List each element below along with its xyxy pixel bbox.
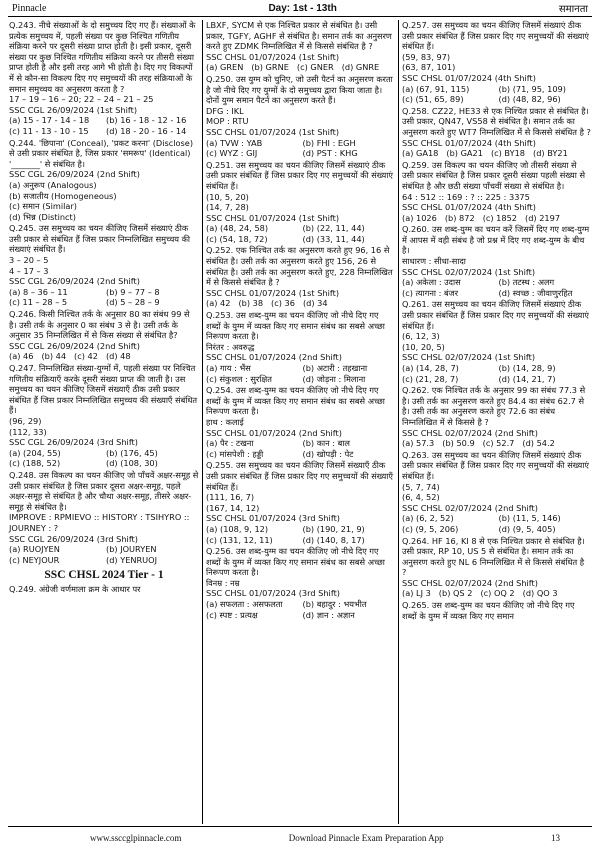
exam-meta: SSC CHSL 01/07/2024 (1st Shift): [206, 287, 340, 298]
option-d: (d) 2197: [525, 212, 561, 223]
question-248: [9, 470, 199, 565]
question-243: [9, 20, 199, 137]
option-b: (b) (11, 5, 146): [498, 513, 561, 524]
column-2: [202, 20, 398, 824]
exam-meta: SSC CHSL 01/07/2024 (2nd Shift): [206, 352, 342, 363]
options: [9, 351, 199, 362]
option-a: (a) (6, 2, 52): [402, 513, 454, 524]
question-260: [402, 224, 591, 298]
option-c: (c) त्यागना : बंजर: [402, 287, 459, 298]
option-b: (b) FHI : EGH: [302, 137, 356, 148]
question-line: हाथ : कलाई: [206, 416, 244, 427]
option-c: (c) 36: [271, 298, 295, 309]
question-text: Q.249. अंग्रेजी वर्णमाला क्रम के आधार पर: [9, 584, 141, 595]
exam-meta: SSC CHSL 01/07/2024 (3rd Shift): [206, 588, 340, 599]
question-line: (6, 12, 3): [402, 331, 440, 342]
option-c: (c) (51, 65, 89): [402, 94, 464, 105]
options: [206, 524, 395, 545]
option-d: (d) (140, 8, 17): [302, 534, 365, 545]
option-d: (d) 34: [302, 298, 328, 309]
option-c: (c) 11 – 28 – 5: [9, 297, 68, 308]
question-text: Q.260. उस शब्द-युग्म का चयन करें जिसमें दिए गए शब्द-युग्म में आपस में वही संबंध है जो प्रश्न में दिए गए शब्द-युग्म के बीच है।: [402, 224, 590, 256]
question-line: 4 – 17 – 3: [9, 265, 49, 276]
option-d: (d) 54.2: [522, 438, 555, 449]
question-253: [206, 310, 395, 384]
content-columns: [6, 20, 594, 824]
exam-meta: SSC CHSL 01/07/2024 (4th Shift): [402, 72, 536, 83]
options: [9, 448, 199, 469]
option-a: (a) GA18: [402, 148, 439, 159]
option-b: (b) अटारी : तहखाना: [302, 363, 368, 373]
option-c: (c) WYZ : GIJ: [206, 148, 258, 159]
option-d: (d) (48, 82, 96): [498, 94, 561, 105]
question-line: (112, 33): [9, 426, 47, 437]
question-258: [402, 106, 591, 159]
options: [9, 115, 199, 136]
option-b: (b) (14, 28, 9): [498, 363, 556, 373]
option-a: (a) 42: [206, 298, 231, 309]
question-text: Q.257. उस समुच्चय का चयन कीजिए जिसमें संख्याएं ठीक उसी प्रकार संबंधित हैं जिस प्रकार दिए गए समुच्चयों की संख्याएं संबंधित हैं।: [402, 20, 589, 52]
option-a: (a) RUOJYEN: [9, 544, 60, 555]
question-250: [206, 74, 395, 159]
option-b: (b) बहादुर : भयभीत: [302, 599, 367, 610]
options: [402, 588, 591, 599]
option-b: (b) (176, 45): [106, 447, 158, 458]
option-b: (b) (71, 95, 109): [498, 83, 566, 94]
option-c: (c) 1852: [482, 212, 518, 223]
options: [206, 62, 395, 73]
option-d: (d) खोपड़ी : पेट: [302, 448, 354, 459]
option-c: (c) (9, 5, 206): [402, 523, 459, 534]
option-c: (c) GNER: [296, 62, 334, 73]
question-text: Q.244. 'छिपाना' (Conceal), 'प्रकट करना' (Disclose) से उसी प्रकार संबंधित है, जिस प्रकार 'समरूप' (Identical) '_______' से संबंधित है।: [9, 137, 194, 169]
exam-meta: SSC CHSL 01/07/2024 (4th Shift): [402, 137, 536, 148]
options: [206, 599, 395, 620]
options: [9, 544, 199, 565]
options: [206, 363, 395, 384]
question-261: [402, 299, 591, 384]
question-text: Q.256. उस शब्द-युग्म का चयन कीजिए जो नीचे दिए गए शब्दों के युग्म में व्यक्त किए गए समान संबंध का सबसे अच्छा निरूपण करता है।: [206, 546, 385, 578]
options: [402, 363, 591, 384]
question-text: Q.265. उस शब्द-युग्म का चयन कीजिए जो नीचे दिए गए शब्दों के युग्म में व्यक्त किए गए समान: [402, 600, 575, 621]
option-a: (a) (204, 55): [9, 447, 61, 458]
question-255: [206, 460, 395, 545]
options: [206, 438, 395, 459]
option-c: (c) स्पष्ट : प्रत्यक्ष: [206, 609, 258, 620]
option-d: (d) 18 - 20 - 16 - 14: [106, 125, 187, 136]
option-c: (c) (21, 28, 7): [402, 373, 459, 384]
question-text: Q.245. उस समुच्चय का चयन कीजिए जिसमें संख्याएं ठीक उसी प्रकार से संबंधित हैं जिस प्रकार निम्नलिखित समुच्चय की संख्याएं संबंधित हैं।: [9, 223, 191, 255]
question-line: (96, 29): [9, 415, 42, 426]
question-251: [206, 160, 395, 245]
option-c: (c) 11 - 13 - 10 - 15: [9, 125, 89, 136]
question-line: (59, 83, 97): [402, 51, 451, 62]
options: [402, 438, 591, 449]
options: [402, 84, 591, 105]
option-b: (b) तटस्थ : अलग: [498, 277, 555, 288]
option-c: (c) NEYJOUR: [9, 554, 60, 565]
exam-meta: SSC CHSL 01/07/2024 (1st Shift): [206, 212, 340, 223]
header-brand: Pinnacle: [12, 2, 47, 14]
option-c: (c) OQ 2: [480, 588, 515, 599]
question-line: साधारण : सीधा-सादा: [402, 256, 466, 267]
question-text: Q.255. उस समुच्चय का चयन कीजिए जिसमें संख्याएँ ठीक उसी प्रकार संबंधित हैं जिस प्रकार दिए गए समुच्चयों की संख्याएँ संबंधित हैं।: [206, 460, 393, 492]
option-b: (b) सजातीय (Homogeneous): [9, 190, 117, 201]
options: [206, 298, 395, 309]
exam-meta: SSC CHSL 01/07/2024 (1st Shift): [206, 51, 340, 62]
option-b: (b) (22, 11, 44): [302, 223, 365, 234]
exam-meta: SSC CHSL 02/07/2024 (2nd Shift): [402, 427, 538, 438]
question-text: Q.252. एक निश्चित तर्क का अनुसरण करते हुए 96, 16 से संबंधित है। उसी तर्क का अनुसरण करते हुए 156, 26 से संबंधित है। उसी तर्क का अनुसरण करते हुए, 228 निम्नलिखित में से किससे संबंधित है ?: [206, 245, 393, 288]
options: [402, 513, 591, 534]
question-line: IMPROVE : RPMIEVO :: HISTORY : TSIHYRO :: JOURNEY : ?: [9, 512, 193, 533]
page-header: [0, 0, 600, 16]
question-text: Q.248. उस विकल्प का चयन कीजिए जो पाँचवें अक्षर-समूह से उसी प्रकार संबंधित है जिस प्रकार दूसरा अक्षर-समूह, पहले अक्षर-समूह से संबंधित है और चौथा अक्षर-समूह, तीसरे अक्षर-समूह से संबंधित है।: [9, 469, 199, 512]
options: [206, 138, 395, 159]
footer-app-promo: Download Pinnacle Exam Preparation App: [288, 833, 444, 843]
exam-meta: SSC CHSL 01/07/2024 (3rd Shift): [206, 513, 340, 524]
option-d: (d) QO 3: [522, 588, 558, 599]
exam-meta: SSC CGL 26/09/2024 (2nd Shift): [9, 169, 140, 180]
option-c: (c) मांसपेशी : हड्डी: [206, 448, 264, 459]
question-text: Q.250. उस युग्म को चुनिए, जो उसी पैटर्न का अनुसरण करता है जो नीचे दिए गए युग्मों के दो समुच्चय द्वारा किया जाता है। दोनों युग्म समान पैटर्न का अनुसरण करते हैं।: [206, 73, 393, 106]
question-text: Q.246. किसी निश्चित तर्क के अनुसार 80 का संबंध 99 से है। उसी तर्क के अनुसार 0 का संबंध 3 से है। उसी तर्क के अनुसार 35 निम्नलिखित में से किस संख्या से संबंधित है?: [9, 309, 190, 341]
exam-meta: SSC CHSL 01/07/2024 (1st Shift): [206, 126, 340, 137]
option-a: (a) LJ 3: [402, 588, 431, 599]
page-footer: [0, 828, 600, 848]
option-d: (d) स्वच्छ : जीवाणुरहित: [498, 287, 573, 298]
options: [402, 213, 591, 224]
option-b: (b) (190, 21, 9): [302, 523, 365, 534]
exam-meta: SSC CHSL 01/07/2024 (2nd Shift): [206, 427, 342, 438]
question-line: 3 – 20 – 5: [9, 255, 49, 266]
question-265: [402, 600, 591, 621]
exam-meta: SSC CHSL 02/07/2024 (2nd Shift): [402, 502, 538, 513]
option-b: (b) QS 2: [438, 588, 473, 599]
option-b: (b) GA21: [446, 148, 483, 159]
options: [402, 148, 591, 159]
option-d: (d) भिन्न (Distinct): [9, 211, 76, 222]
question-256: [206, 546, 395, 620]
option-a: (a) GREN: [206, 62, 244, 73]
option-d: (d) जोड़ना : मिलाना: [302, 373, 366, 384]
option-a: (a) 46: [9, 351, 34, 362]
option-a: (a) 1026: [402, 212, 437, 223]
footer-website-link[interactable]: www.ssccglpinnacle.com: [90, 833, 182, 843]
option-b: (b) 44: [41, 351, 67, 362]
header-divider: [8, 16, 592, 17]
section-title: SSC CHSL 2024 Tier - 1: [44, 569, 164, 582]
option-c: (c) 42: [74, 351, 98, 362]
option-a: (a) अकेला : उदास: [402, 277, 461, 288]
question-262: [402, 385, 591, 449]
question-245: [9, 223, 199, 308]
question-257: [402, 20, 591, 105]
option-b: (b) 16 - 18 - 12 - 16: [106, 115, 187, 126]
question-263: [402, 450, 591, 535]
option-a: (a) सफलता : असफलता: [206, 599, 283, 610]
question-line: 64 : 512 :: 169 : ? :: 225 : 3375: [402, 191, 530, 202]
question-line: (5, 7, 74): [402, 481, 440, 492]
exam-meta: SSC CHSL 02/07/2024 (2nd Shift): [402, 577, 538, 588]
question-247: [9, 363, 199, 469]
option-c: (c) समान (Similar): [9, 201, 77, 212]
question-line: MOP : RTU: [206, 116, 249, 127]
question-text: Q.243. नीचे संख्याओं के दो समुच्चय दिए गए हैं। संख्याओं के प्रत्येक समुच्चय में, पहली संख्या पर कुछ निश्चित गणितीय संक्रिया करने पर दूसरी संख्या प्राप्त होती है। इसी प्रकार, दूसरी संख्या पर कुछ निश्चित गणितीय संक्रिया करने पर तीसरी संख्या प्राप्त होती है और इसी तरह आगे भी होती है। दिए गए विकल्पों में से कौन-सा विकल्प दिए गए समुच्चयों की तरह संक्रियाओं के समान समुच्चय का अनुसरण करता है ?: [9, 20, 196, 94]
column-3: [398, 20, 594, 824]
option-c: (c) (188, 52): [9, 458, 61, 469]
question-line: (111, 16, 7): [206, 492, 255, 503]
question-line: (167, 14, 12): [206, 502, 260, 513]
question-244: [9, 138, 199, 223]
option-b: (b) JOURYEN: [106, 544, 157, 555]
option-a: (a) TVW : YAB: [206, 137, 263, 148]
options: [9, 287, 199, 308]
option-c: (c) (131, 12, 11): [206, 534, 273, 545]
options: [206, 223, 395, 244]
exam-meta: SSC CGL 26/09/2024 (2nd Shift): [9, 340, 140, 351]
footer-divider: [8, 826, 592, 827]
exam-meta: SSC CGL 26/09/2024 (3rd Shift): [9, 437, 138, 448]
option-d: (d) (14, 21, 7): [498, 373, 556, 384]
question-text: Q.254. उस शब्द-युग्म का चयन कीजिए जो नीचे दिए गए शब्दों के युग्म में व्यक्त किए गए समान संबंध का सबसे अच्छा निरूपण करता है।: [206, 385, 385, 417]
exam-meta: SSC CGL 26/09/2024 (1st Shift): [9, 104, 138, 115]
option-b: (b) 9 – 77 – 8: [106, 286, 160, 297]
exam-meta: SSC CHSL 02/07/2024 (1st Shift): [402, 266, 536, 277]
question-249-continued: [206, 20, 395, 73]
option-b: (b) GRNE: [251, 62, 289, 73]
option-c: (c) संकुशल : सुरक्षित: [206, 373, 272, 384]
header-topic: समानता: [558, 4, 588, 15]
option-d: (d) BY21: [533, 148, 568, 159]
option-b: (b) 872: [444, 212, 475, 223]
option-a: (a) अनुरूप (Analogous): [9, 179, 97, 190]
question-text: Q.262. एक निश्चित तर्क के अनुसार 99 का संबंध 77.3 से है। उसी तर्क का अनुसरण करते हुए 84.4 का संबंध 62.7 से है। उसी तर्क का अनुसरण करते हुए 72.6 का संबंध निम्नलिखित में से किससे है ?: [402, 385, 586, 427]
question-text: Q.251. उस समुच्चय का चयन कीजिए जिसमें संख्याएं ठीक उसी प्रकार संबंधित हैं जिस प्रकार दिए गए समुच्चयों की संख्याएं संबंधित हैं।: [206, 159, 393, 191]
exam-meta: SSC CGL 26/09/2024 (3rd Shift): [9, 533, 138, 544]
option-a: (a) 57.3: [402, 438, 435, 449]
question-text: Q.258. CZ22, HE33 से एक निश्चित प्रकार से संबंधित है। उसी प्रकार, QN47, VS58 से संबंधित है। समान तर्क का अनुसरण करते हुए WT7 निम्नलिखित में से किससे संबंधित है ?: [402, 105, 591, 137]
column-1: [6, 20, 202, 824]
option-c: (c) 52.7: [482, 438, 515, 449]
exam-meta: SSC CHSL 01/07/2024 (4th Shift): [402, 202, 536, 213]
option-c: (c) (54, 18, 72): [206, 233, 268, 244]
exam-meta: SSC CGL 26/09/2024 (2nd Shift): [9, 276, 140, 287]
question-text: Q.259. उस विकल्प का चयन कीजिए जो तीसरी संख्या से उसी प्रकार संबंधित है जिस प्रकार दूसरी संख्या पहली संख्या से संबंधित है और छठी संख्या पाँचवीं संख्या से संबंधित है।: [402, 159, 586, 191]
question-line: (6, 4, 52): [402, 492, 440, 503]
options: [402, 277, 591, 298]
option-d: (d) PST : KHG: [302, 148, 358, 159]
option-b: (b) 38: [238, 298, 264, 309]
page-number: 13: [550, 833, 560, 843]
question-line: (10, 5, 20): [206, 191, 249, 202]
question-line: (14, 7, 28): [206, 202, 249, 213]
option-b: (b) कान : बाल: [302, 438, 350, 449]
option-d: (d) ज्ञान : अज्ञान: [302, 609, 355, 620]
question-254: [206, 385, 395, 459]
option-a: (a) (48, 24, 58): [206, 223, 269, 234]
option-a: (a) (108, 9, 12): [206, 523, 269, 534]
option-d: (d) (33, 11, 44): [302, 233, 365, 244]
option-a: (a) गाय : भैंस: [206, 363, 251, 373]
option-a: (a) (14, 28, 7): [402, 363, 459, 373]
question-249: [9, 584, 199, 595]
question-text: Q.247. निम्नलिखित संख्या-युग्मों में, पहली संख्या पर निश्चित गणितीय संक्रियाएँ करके दूसरी संख्या प्राप्त की जाती है। उस समुच्चय का चयन कीजिए जिसमें संख्याएँ ठीक उसी प्रकार संबंधित हैं जिस प्रकार निम्नलिखित समुच्चय की संख्याएँ संबंधित हैं।: [9, 363, 198, 416]
question-text: Q.264. HF 16, KI 8 से एक निश्चित प्रकार से संबंधित है। उसी प्रकार, RP 10, US 5 से संबंधित है। समान तर्क का अनुसरण करते हुए NL 6 निम्नलिखित में से किससे संबंधित है ?: [402, 535, 585, 578]
question-text: Q.253. उस शब्द-युग्म का चयन कीजिए जो नीचे दिए गए शब्दों के युग्म में व्यक्त किए गए समान संबंध का सबसे अच्छा निरूपण करता है।: [206, 310, 385, 342]
question-264: [402, 536, 591, 600]
option-a: (a) पैर : टखना: [206, 438, 254, 449]
question-252: [206, 245, 395, 309]
option-d: (d) (108, 30): [106, 458, 158, 469]
question-text: Q.261. उस समुच्चय का चयन कीजिए जिसमें संख्याएं ठीक उसी प्रकार संबंधित हैं जिस प्रकार दिए गए समुच्चयों की संख्याएं संबंधित हैं।: [402, 299, 589, 331]
question-246: [9, 309, 199, 362]
question-text: LBXF, SYCM से एक निश्चित प्रकार से संबंधित है। उसी प्रकार, TGFY, AGHF से संबंधित है। समान तर्क का अनुसरण करते हुए ZDMK निम्नलिखित में से किससे संबंधित है ?: [206, 20, 392, 52]
question-line: 17 – 19 – 16 – 20; 22 – 24 – 21 – 25: [9, 94, 154, 105]
option-a: (a) (67, 91, 115): [402, 83, 470, 94]
option-a: (a) 15 - 17 - 14 - 18: [9, 115, 90, 126]
question-259: [402, 160, 591, 224]
option-b: (b) 50.9: [442, 438, 475, 449]
option-d: (d) 5 – 28 – 9: [106, 297, 160, 308]
exam-meta: SSC CHSL 02/07/2024 (1st Shift): [402, 352, 536, 363]
question-line: (63, 87, 101): [402, 62, 456, 73]
question-line: विनम्र : नम्र: [206, 577, 240, 588]
question-text: Q.263. उस समुच्चय का चयन कीजिए जिसमें संख्याएं ठीक उसी प्रकार संबंधित हैं जिस प्रकार दिए गए समुच्चयों की संख्याएं संबंधित हैं।: [402, 449, 589, 481]
question-line: निरंतर : अवरुद्ध: [206, 341, 255, 352]
question-line: DFG : IKL: [206, 105, 244, 116]
question-line: (10, 20, 5): [402, 341, 445, 352]
option-a: (a) 8 – 36 – 11: [9, 286, 68, 297]
option-d: (d) 48: [105, 351, 131, 362]
option-d: (d) (9, 5, 405): [498, 523, 556, 534]
option-d: (d) GNRE: [341, 62, 380, 73]
option-c: (c) BY18: [490, 148, 526, 159]
header-day-range: Day: 1st - 13th: [268, 2, 337, 14]
option-d: (d) YENRUOJ: [106, 554, 158, 565]
